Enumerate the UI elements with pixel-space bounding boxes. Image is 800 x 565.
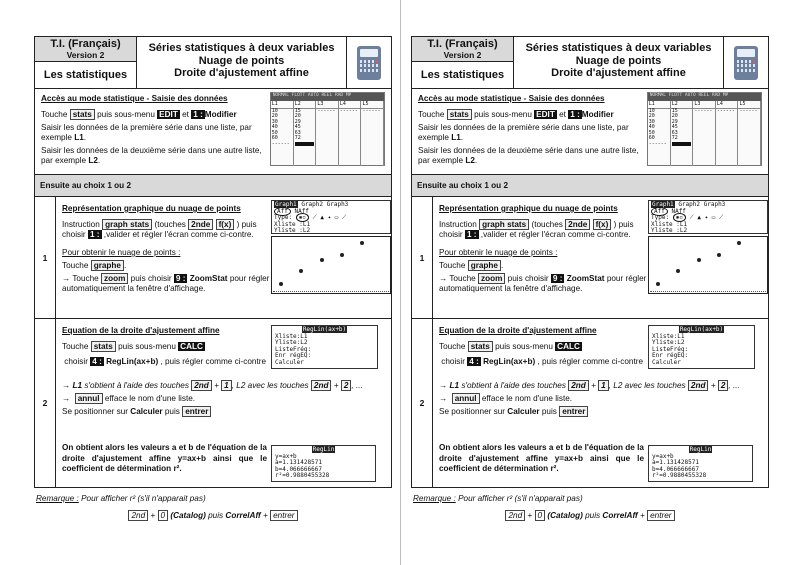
header-title: Séries statistiques à deux variables Nuage de points Droite d'ajustement affine — [137, 37, 347, 88]
header-section: Les statistiques — [43, 69, 128, 81]
page-divider — [400, 0, 401, 565]
sheet-right: T.I. (Français) Version 2 Les statistiques Séries statistiques à deux variables Nuage de points Droite d'ajustement affine Accès au mode statistique - Saisie des données Touche stats puis sous-menu EDIT et 1 : Modifier Saisir les données de la première série dans une liste, par exemple L1. Saisir les données de la deuxième série dans une autre liste, par exemple L2. NORMAL FLOTT AUTO RÉEL RAD MP L1 L2 L3 L4 L5 10 20 30 40 50 60 ------ 15 20 29 45 63 72 ------ ------ ------ Ensuite au choix 1 ou 2 1 Représentation graphique du nuage de points Instruction graph stats (touches 2nde f(x) ) puis choisir 1 : ,valider et régler l'écran comme ci-contre. Pour obtenir le nuage de points : Touche graphe . → Touche zoom puis choisir 9 : ZoomStat pour régler automatiquement la fenêtre d'affichage. Graph1 Graph2 Graph3 Aff NAff Type: ▪▫ ⟋ ▲ ✦ ▭ ⟋ Xliste :L1 Yliste :L2 2 Equation de la droite d'ajustement affine Touche stats puis sous-menu CALC choisir 4 : RegLin(ax+b) , puis régler comme ci-contre → L1 s'obtient à l'aide des touches 2nd + 1 , L2 avec les touches 2nd + 2 , ... → annul efface le nom d'une liste. Se positionner sur Calculer puis entrer RegLin(ax+b) Xliste:L1 Yliste:L2 ListeFréq: Enr régEQ: Calculer On obtient alors les valeurs a et b de l'équation de la droite d'ajustement affine y=ax+b ainsi que le coefficient de détermination r². RegLin y=ax+b a=1.131428571 b=4.066666667 r²=0.9880455328 Remarque : Pour afficher r² (s'il n'apparait pas) 2nd + 0 (Catalog) puis CorrelAff + entrer — [411, 36, 769, 520]
stat-plot-screen: Graph1 Graph2 Graph3 Aff NAff Type: ▪▫ ⟋ ▲ ✦ ▭ ⟋ Xliste :L1 Yliste :L2 — [271, 200, 391, 294]
result-text: On obtient alors les valeurs a et b de l'équation de la droite d'ajustement affine y=ax+b ainsi que le coefficient de détermination r². — [62, 443, 267, 473]
menu-edit: EDIT — [159, 110, 178, 119]
result-screen: RegLin y=ax+b a=1.131428571 b=4.066666667 r²=0.9880455328 — [271, 445, 376, 482]
choice-2-title: Equation de la droite d'ajustement affine — [62, 326, 220, 335]
remark: Remarque : Pour afficher r² (s'il n'apparait pas) — [36, 494, 206, 503]
calculator-icon — [357, 46, 381, 80]
reglin-screen: RegLin(ax+b) Xliste:L1 Yliste:L2 ListeFréq: Enr régEQ: Calculer — [271, 325, 378, 369]
key-annul: annul — [75, 393, 103, 404]
choice-1-row: 1 Représentation graphique du nuage de points Instruction graph stats (touches 2nde f(x) ) puis choisir 1 : ,valider et régler l'écran comme ci-contre. Pour obtenir le nuage de points : Touche graphe . → Touche zoom puis choisir 9 : ZoomStat pour régler automatiquement la fenêtre d'affichage. Graph1 Graph2 Graph3 Aff NAff Type: ▪▫ ⟋ ▲ ✦ ▭ ⟋ Xliste :L1 Yliste :L2 — [35, 197, 391, 319]
result-screen: RegLin y=ax+b a=1.131428571 b=4.066666667 r²=0.9880455328 — [648, 445, 753, 482]
scatter-plot — [271, 236, 391, 294]
header-version: Version 2 — [66, 50, 105, 60]
sheet-left — [34, 36, 392, 520]
choice-header: Ensuite au choix 1 ou 2 — [35, 175, 391, 197]
key-graph-stats: graph stats — [102, 219, 152, 230]
key-zoom: zoom — [101, 273, 128, 284]
key-entrer: entrer — [182, 406, 211, 417]
main-frame — [34, 36, 392, 488]
remark-formula: 2nd + 0 (Catalog) puis CorrelAff + entrer — [34, 511, 392, 520]
list-editor-screen: NORMAL FLOTT AUTO RÉEL RAD MP L1 L2 L3 L4 L5 10 20 30 40 50 60 ------ 15 20 29 45 63 72 ------ ------ ------ — [270, 92, 385, 166]
stat-plot-screen: Graph1 Graph2 Graph3 Aff NAff Type: ▪▫ ⟋ ▲ ✦ ▭ ⟋ Xliste :L1 Yliste :L2 — [648, 200, 768, 294]
calculator-icon — [734, 46, 758, 80]
access-title: Accès au mode statistique - Saisie des données — [41, 94, 228, 103]
header — [35, 37, 391, 89]
scatter-plot — [648, 236, 768, 294]
key-graphe: graphe — [91, 260, 124, 271]
header-ti: T.I. (Français) Version 2 — [35, 37, 136, 62]
reglin-screen: RegLin(ax+b) Xliste:L1 Yliste:L2 ListeFréq: Enr régEQ: Calculer — [648, 325, 755, 369]
access-section: Accès au mode statistique - Saisie des données Touche stats puis sous-menu EDIT et 1 : Modifier Saisir les données de la première série dans une liste, par exemple L1. Saisir les données de la deuxième série dans une autre liste, par exemple L2. NORMAL FLOTT AUTO RÉEL RAD MP L1 L2 L3 L4 L5 10 20 30 40 50 60 ------ 15 20 29 45 63 72 ------ ------ ------ — [35, 89, 391, 175]
menu-calc: CALC — [180, 342, 203, 351]
choice-1-title: Représentation graphique du nuage de points — [62, 204, 241, 213]
key-stats: stats — [70, 109, 95, 120]
choice-2-row: 2 Equation de la droite d'ajustement affine Touche stats puis sous-menu CALC choisir 4 : RegLin(ax+b) , puis régler comme ci-contre → L1 s'obtient à l'aide des touches 2nd + 1 , L2 avec les touches 2nd + 2 , ... → annul efface le nom d'une liste. Se positionner sur Calculer puis entrer RegLin(ax+b) Xliste:L1 Yliste:L2 ListeFréq: Enr régEQ: Calculer On obtient alors les valeurs a et b de l'équation de la droite d'ajustement affine y=ax+b ainsi que le coefficient de détermination r². RegLin y=ax+b a=1.131428571 b=4.066666667 r²=0.9880455328 — [35, 319, 391, 487]
list-editor-screen: NORMAL FLOTT AUTO RÉEL RAD MP L1 L2 L3 L4 L5 10 20 30 40 50 60 ------ 15 20 29 45 63 72 ------ ------ ------ — [647, 92, 762, 166]
